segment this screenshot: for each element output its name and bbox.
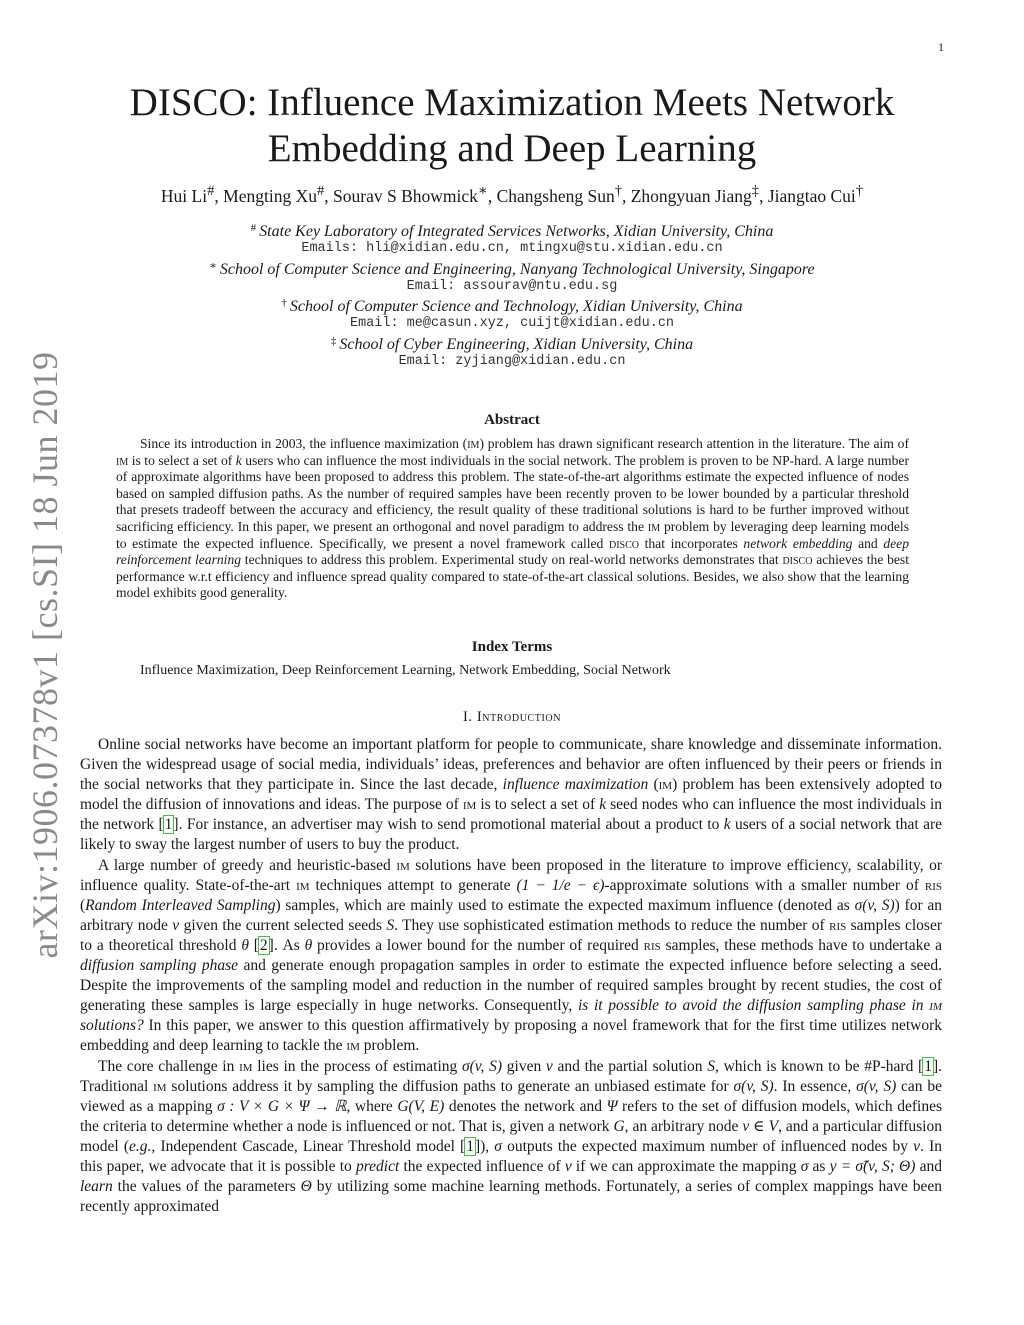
affiliation-mark: ‡ — [330, 335, 337, 347]
affiliation-mark: # — [250, 222, 257, 234]
affiliation-institution: School of Computer Science and Technology, Xidian University, China — [289, 298, 743, 315]
intro-paragraph: The core challenge in im lies in the process of estimating σ(v, S) given v and the partial solution S, which is known to be #P-hard [1]. Traditional im solutions address it by sampling the diffusion paths to generate an unbiased estimate for σ(v, S). In essence, σ(v, S) can be viewed as a mapping σ : V × G × Ψ → ℝ, where G(V, E) denotes the network and Ψ refers to the set of diffusion models, which defines the criteria to determine whether a node is influenced or not. That is, given a network G, an arbitrary node v ∈ V, and a particular diffusion model (e.g., Independent Cascade, Linear Threshold model [1]), σ outputs the expected maximum number of influenced nodes by v. In this paper, we advocate that it is possible to predict the expected influence of v if we can approximate the mapping σ as y = σ̃(v, S; Θ) and learn the values of the parameters Θ by utilizing some machine learning methods. Fortunately, a series of complex mappings have been recently approximated — [80, 1057, 943, 1216]
affiliation-email: Email: assourav@ntu.edu.sg — [406, 279, 618, 294]
author-name: Hui Li — [160, 185, 208, 206]
author-mark: ∗ — [477, 183, 488, 199]
abstract-text: Since its introduction in 2003, the influence maximization (im) problem has drawn significant research attention in the literature. The aim of im is to select a set of k users who can influence the most individuals in the social network. The problem is proven to be NP-hard. A large number of approximate algorithms have been proposed to address this problem. The state-of-the-art algorithms estimate the expected influence of nodes based on sampled diffusion paths. As the number of required samples have been recently proven to be lower bounded by a particular threshold that presets tradeoff between the accuracy and efficiency, the result quality of these traditional solutions is hard to be further improved without sacrificing efficiency. In this paper, we present an orthogonal and novel paradigm to address the im problem by leveraging deep learning models to estimate the expected influence. Specifically, we present a novel framework called disco that incorporates network embedding and deep reinforcement learning techniques to address this problem. Experimental study on real-world networks demonstrates that disco achieves the best performance w.r.t efficiency and influence spread quality compared to state-of-the-art classical solutions. Besides, we also show that the learning model exhibits good generality. — [116, 436, 910, 601]
index-terms-heading: Index Terms — [471, 639, 553, 655]
author-name: Sourav S Bhowmick — [333, 185, 478, 206]
index-terms: Influence Maximization, Deep Reinforcement Learning, Network Embedding, Social Network — [140, 663, 671, 678]
author-mark: # — [207, 183, 215, 199]
affiliation-email: Email: zyjiang@xidian.edu.cn — [398, 354, 626, 369]
affiliation-mark: † — [281, 297, 287, 309]
affiliation-block — [80, 220, 944, 257]
body-text — [80, 735, 942, 1217]
author-name: Zhongyuan Jiang — [630, 185, 752, 206]
affiliation-block — [80, 258, 944, 295]
author-name: Mengting Xu — [223, 185, 317, 206]
affiliation-block — [80, 295, 944, 332]
citation-link[interactable]: 2 — [259, 936, 268, 954]
citation-link[interactable]: 1 — [466, 1137, 474, 1155]
affiliation-email: Email: me@casun.xyz, cuijt@xidian.edu.cn — [349, 316, 675, 331]
author-mark: # — [316, 183, 325, 199]
title-line-2: Embedding and Deep Learning — [267, 127, 757, 170]
title-line-1: DISCO: Influence Maximization Meets Network — [129, 81, 895, 124]
affiliation-institution: School of Cyber Engineering, Xidian University, China — [339, 336, 694, 353]
citation-link[interactable]: 1 — [164, 816, 173, 834]
intro-paragraph: Online social networks have become an important platform for people to communicate, share knowledge and disseminate information. Given the widespread usage of social media, individuals’ ideas, preferences and behavior are often influenced by their peers or friends in the social networks that they participate in. Since the last decade, influence maximization (im) problem has been extensively adopted to model the diffusion of innovations and ideas. The purpose of im is to select a set of k seed nodes who can influence the most individuals in the network [1]. For instance, an advertiser may wish to send promotional material about a product to k users of a social network that are likely to sway the largest number of users to buy the product. — [80, 736, 942, 854]
affiliation-block — [80, 333, 944, 370]
author-mark: † — [614, 183, 622, 199]
affiliation-institution: State Key Laboratory of Integrated Services Networks, Xidian University, China — [259, 223, 774, 240]
author-mark: ‡ — [751, 183, 760, 199]
affiliation-mark: ∗ — [209, 260, 217, 272]
affiliation-email: Emails: hli@xidian.edu.cn, mtingxu@stu.xidian.edu.cn — [301, 241, 723, 256]
affiliation-institution: School of Computer Science and Engineering, Nanyang Technological University, Singapore — [219, 261, 815, 278]
intro-paragraph: A large number of greedy and heuristic-based im solutions have been proposed in the literature to improve efficiency, scalability, or influence quality. State-of-the-art im techniques attempt to generate (1 − 1/e − ϵ)-approximate solutions with a smaller number of ris (Random Interleaved Sampling) samples, which are mainly used to estimate the expected maximum influence (denoted as σ(v, S)) for an arbitrary node v given the current selected seeds S. They use sophisticated estimation methods to reduce the number of ris samples closer to a theoretical threshold θ [2]. As θ provides a lower bound for the number of required ris samples, these methods have to undertake a diffusion sampling phase and generate enough propagation samples in order to estimate the expected influence before selecting a seed. Despite the improvements of the sampling model and reduction in the number of required samples brought by recent studies, the cost of generating these samples is large especially in huge networks. Consequently, is it possible to avoid the diffusion sampling phase in im solutions? In this paper, we answer to this question affirmatively by proposing a novel framework that for the first time utilizes network embedding and deep learning to tackle the im problem. — [80, 856, 943, 1055]
citation-link[interactable]: 1 — [924, 1057, 932, 1075]
section-heading: I. Introduction — [462, 709, 562, 725]
arxiv-identifier: arXiv:1906.07378v1 [cs.SI] 18 Jun 2019 — [25, 351, 65, 959]
page-number: 1 — [938, 40, 944, 54]
abstract-heading: Abstract — [484, 412, 540, 428]
author-mark: † — [855, 183, 864, 199]
paper-title — [100, 80, 924, 172]
author-name: Jiangtao Cui — [767, 185, 856, 206]
author-name: Changsheng Sun — [496, 185, 615, 206]
author-list: Hui Li#, Mengting Xu#, Sourav S Bhowmick∗, Changsheng Sun†, Zhongyuan Jiang‡, Jiangtao Cui† — [160, 183, 864, 206]
